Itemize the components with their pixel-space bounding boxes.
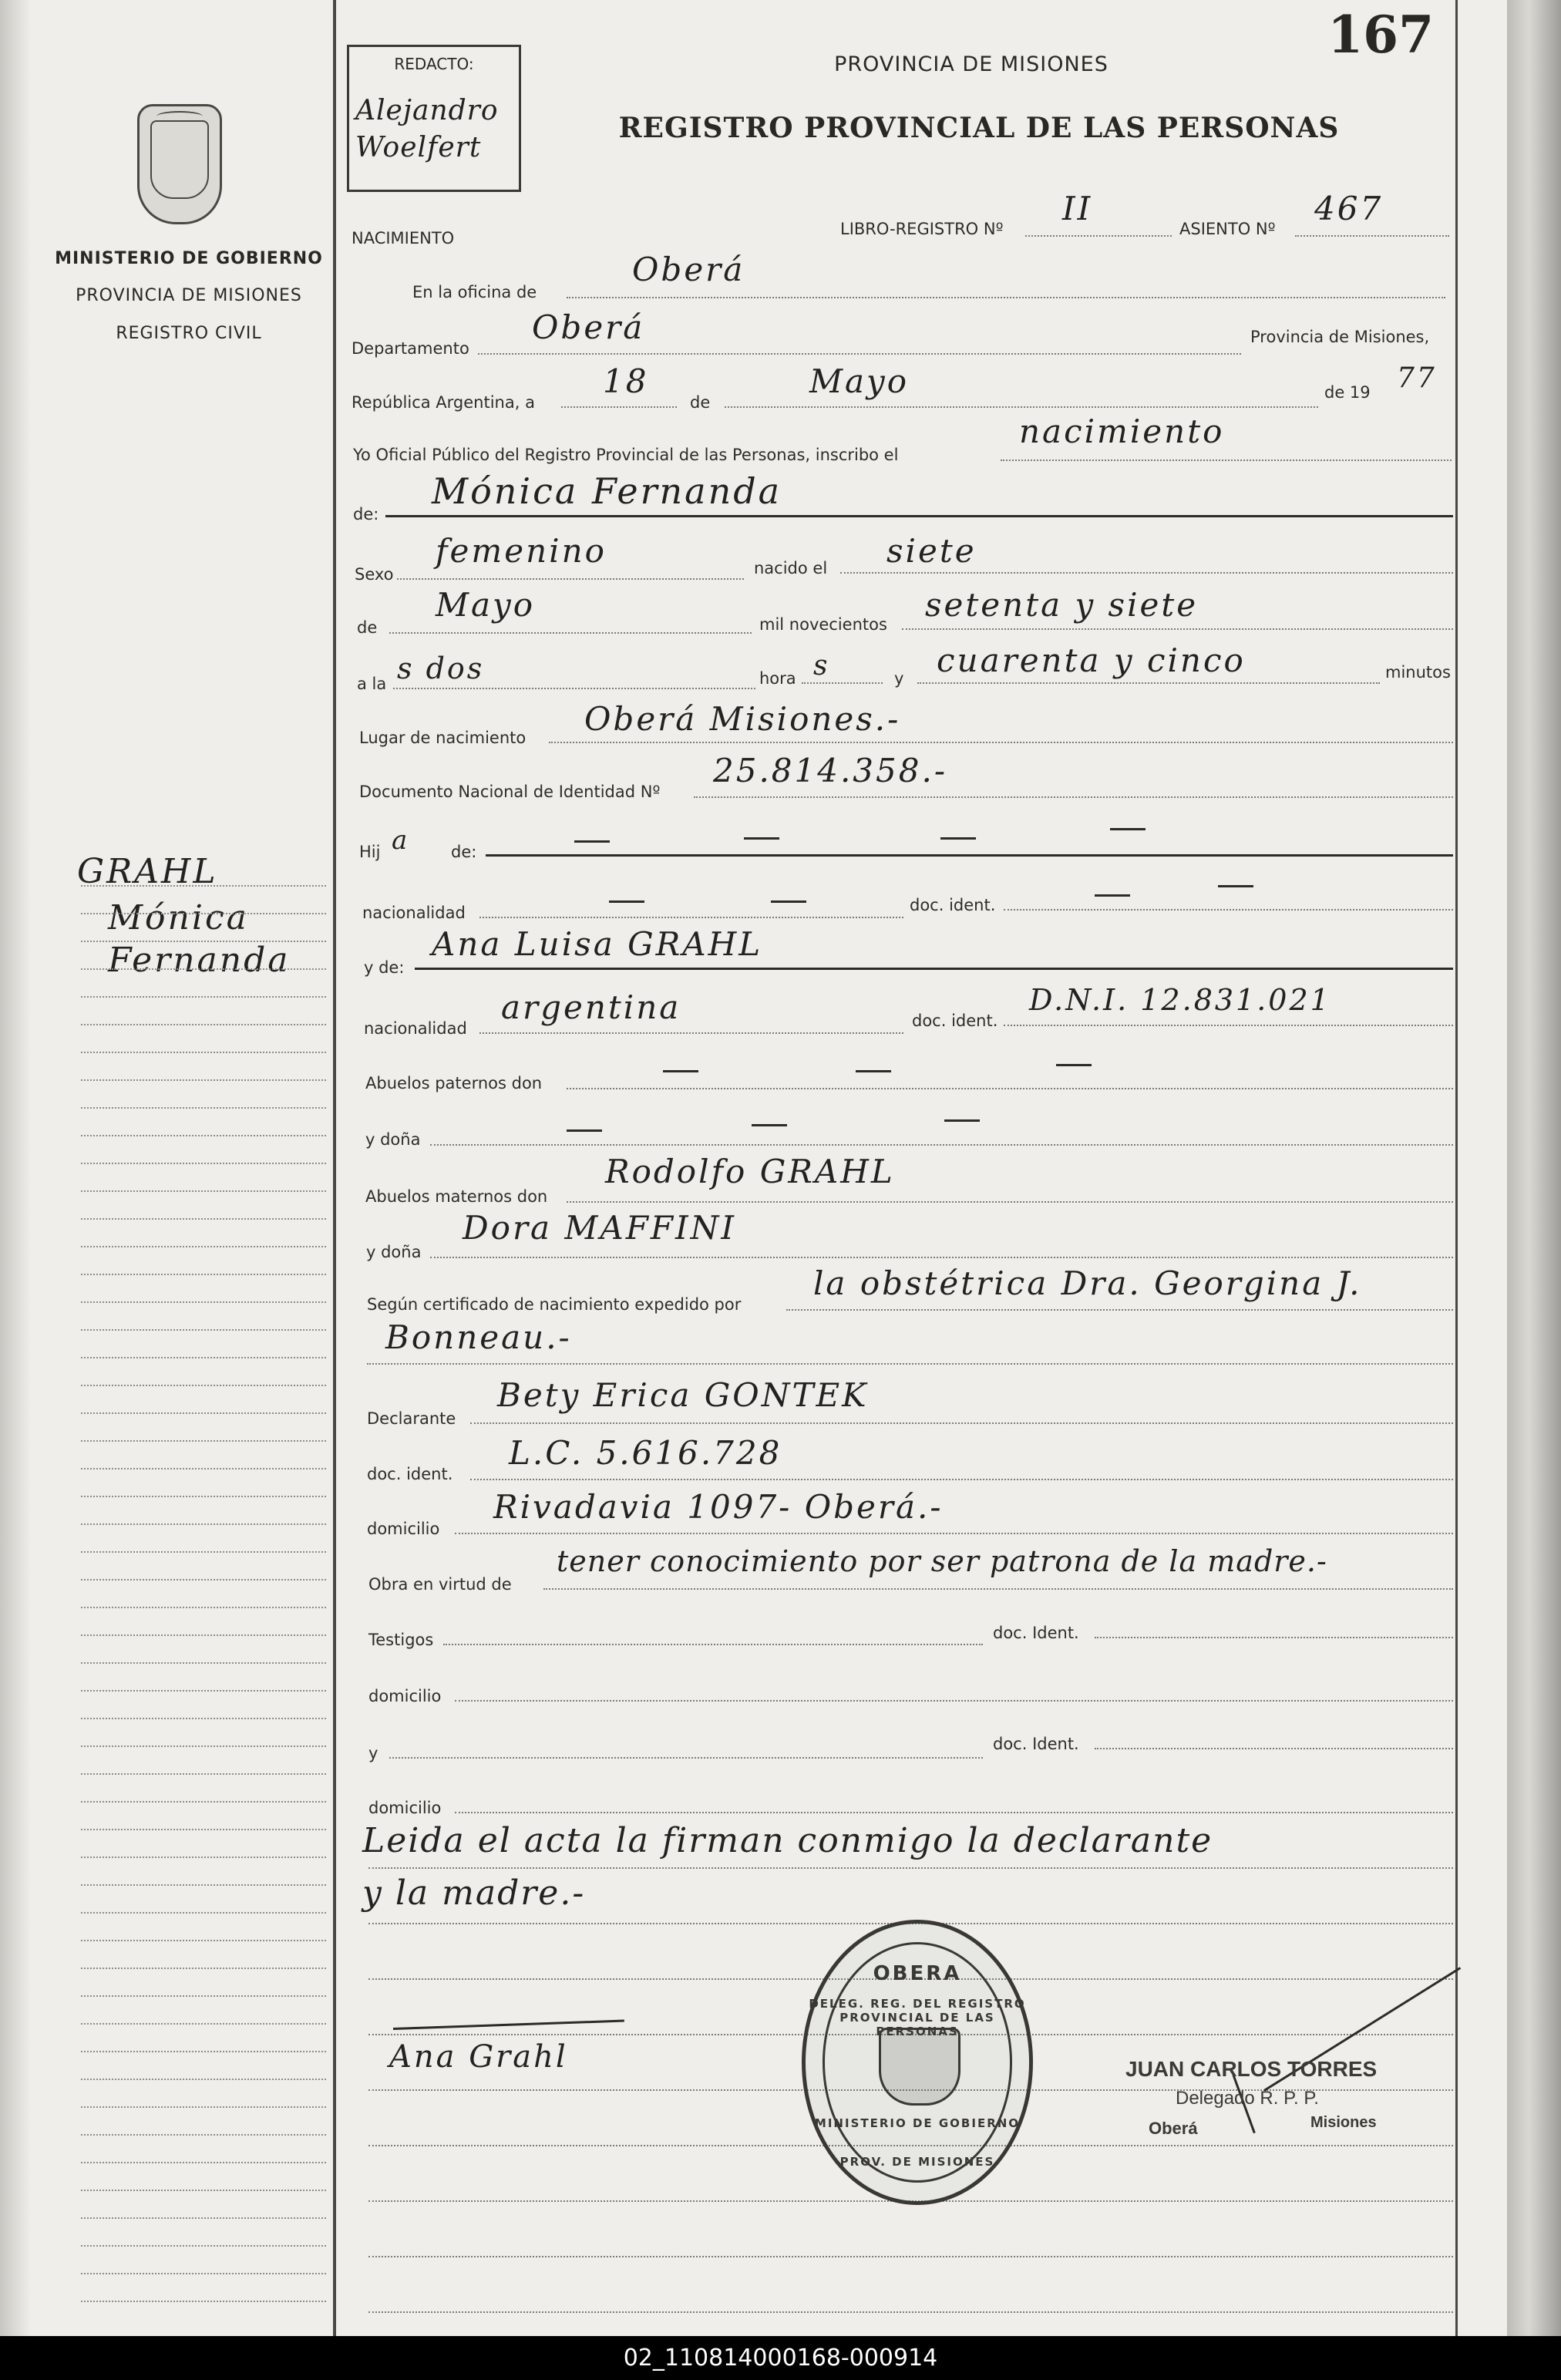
asiento-label: ASIENTO Nº: [1179, 220, 1276, 238]
nac2-label: nacionalidad: [364, 1019, 467, 1038]
margin-rule-line: [81, 1440, 326, 1442]
margin-rule-line: [81, 1052, 326, 1053]
margin-rule-line: [81, 1718, 326, 1719]
nac2-value: argentina: [501, 988, 681, 1026]
provincial-emblem-icon: [137, 104, 222, 224]
footer-code: 02_110814000168-000914: [0, 2336, 1561, 2380]
margin-rule-line: [81, 1246, 326, 1247]
domicilio3-label: domicilio: [368, 1799, 442, 1817]
minutos-label: minutos: [1385, 663, 1451, 682]
y2-label: y: [368, 1744, 378, 1762]
dni-label: Documento Nacional de Identidad Nº: [359, 783, 661, 801]
margin-rule-line: [81, 2023, 326, 2025]
mes-value: Mayo: [436, 586, 536, 624]
margin-rule-line: [81, 1079, 326, 1081]
year-value: 77: [1397, 362, 1437, 394]
margin-rule-line: [81, 2079, 326, 2080]
nacimiento-label: NACIMIENTO: [352, 229, 455, 247]
margin-rule-line: [81, 1412, 326, 1414]
seal-ring-text: DELEG. REG. DEL REGISTRO PROVINCIAL DE LAS PERSONAS: [809, 1997, 1026, 2038]
domicilio1-label: domicilio: [367, 1520, 440, 1538]
nacido-label: nacido el: [754, 559, 828, 577]
redacto-signature-line2: Woelfert: [355, 132, 482, 163]
hij-label: Hij: [359, 843, 381, 861]
hora-label: hora: [759, 669, 796, 688]
margin-rule-line: [81, 913, 326, 914]
alas-value: s dos: [397, 651, 485, 685]
margin-rule-line: [81, 2051, 326, 2052]
abuelos-pat-label: Abuelos paternos don: [365, 1074, 543, 1092]
officer-province: Misiones: [1310, 2114, 1377, 2131]
official-seal-icon: [802, 1920, 1033, 2205]
margin-rule-line: [81, 1579, 326, 1580]
binding-shadow: [0, 0, 31, 2336]
margin-rule-line: [81, 2106, 326, 2108]
docident1-label: doc. ident.: [910, 896, 996, 914]
margin-rule-line: [81, 1773, 326, 1775]
officer-city: Oberá: [1149, 2119, 1198, 2138]
blank-rule-line: [368, 2256, 1453, 2257]
margin-rule-line: [81, 1357, 326, 1358]
margin-rule-line: [81, 1968, 326, 1969]
margin-rule-line: [81, 1912, 326, 1914]
docident4-label: doc. Ident.: [993, 1624, 1079, 1642]
domicilio1-value: Rivadavia 1097- Oberá.-: [493, 1488, 944, 1526]
asiento-value: 467: [1314, 190, 1384, 227]
margin-rule-line: [81, 968, 326, 970]
margin-rule-line: [81, 1634, 326, 1636]
closing-line1: Leida el acta la firman conmigo la declarante: [362, 1821, 1213, 1860]
margin-rule-line: [81, 2134, 326, 2136]
margin-rule-line: [81, 1995, 326, 1997]
declarante-label: Declarante: [367, 1409, 456, 1428]
page-number: 167: [1327, 5, 1434, 65]
abuela-mat-value: Dora MAFFINI: [463, 1209, 736, 1247]
margin-rule-line: [81, 1218, 326, 1220]
margin-rule-line: [81, 1884, 326, 1886]
alas-label: a la: [357, 675, 387, 693]
redacto-label: REDACTO:: [394, 55, 474, 73]
margin-rule-line: [81, 2301, 326, 2302]
lugar-label: Lugar de nacimiento: [359, 729, 527, 747]
oficina-label: En la oficina de: [412, 283, 537, 301]
anio-value: setenta y siete: [925, 586, 1199, 624]
margin-rule-line: [81, 1607, 326, 1608]
margin-rule-line: [81, 996, 326, 998]
margin-note-surname: GRAHL: [77, 852, 218, 891]
seal-top-text: OBERA: [873, 1962, 962, 1985]
margin-rule-line: [81, 1274, 326, 1275]
sexo-label: Sexo: [355, 565, 394, 584]
docident5-label: doc. Ident.: [993, 1735, 1079, 1753]
hij-de-label: de:: [451, 843, 477, 861]
margin-rule-line: [81, 2190, 326, 2191]
mil-label: mil novecientos: [759, 615, 887, 634]
margin-rule-line: [81, 1857, 326, 1858]
margin-rule-line: [81, 1523, 326, 1525]
docident2-label: doc. ident.: [912, 1012, 998, 1030]
margin-rule-line: [81, 2162, 326, 2163]
ydona2-label: y doña: [366, 1243, 422, 1261]
abuelos-mat-label: Abuelos maternos don: [365, 1187, 548, 1206]
hij-value: a: [392, 825, 410, 856]
margin-rule-line: [81, 2273, 326, 2274]
inscribo-label: Yo Oficial Público del Registro Provincial de las Personas, inscribo el: [353, 446, 899, 464]
de3-label: de: [357, 618, 378, 637]
margin-rule-line: [81, 1801, 326, 1803]
domicilio2-label: domicilio: [368, 1687, 442, 1705]
ministry-registry: REGISTRO CIVIL: [116, 324, 262, 343]
y-label: y: [894, 669, 904, 688]
day-value: 18: [603, 362, 649, 400]
margin-rule-line: [81, 1745, 326, 1747]
margin-rule-line: [81, 1329, 326, 1331]
redacto-box: [347, 45, 521, 192]
docident3-value: L.C. 5.616.728: [509, 1434, 782, 1472]
book-edge: [1507, 0, 1561, 2336]
minutos-value: cuarenta y cinco: [937, 641, 1246, 679]
departamento-label: Departamento: [352, 339, 469, 358]
madre-value: Ana Luisa GRAHL: [432, 925, 763, 963]
margin-rule-line: [81, 2217, 326, 2219]
libro-value: II: [1062, 190, 1093, 227]
margin-rule-line: [81, 1385, 326, 1386]
obra-label: Obra en virtud de: [368, 1575, 512, 1594]
nacido-value: siete: [886, 532, 977, 570]
hora-value: s: [813, 650, 830, 682]
closing-line2: y la madre.-: [362, 1873, 586, 1913]
seal-inner-text: MINISTERIO DE GOBIERNO: [814, 2116, 1021, 2130]
year-prefix: de 19: [1324, 383, 1371, 402]
certificado-label: Según certificado de nacimiento expedido por: [367, 1295, 742, 1314]
margin-rule-line: [81, 1662, 326, 1664]
provincia-suffix: Provincia de Misiones,: [1250, 328, 1430, 346]
nac1-label: nacionalidad: [362, 904, 466, 922]
margin-rule-line: [81, 941, 326, 942]
header-province: PROVINCIA DE MISIONES: [834, 52, 1109, 76]
ydona1-label: y doña: [365, 1130, 421, 1149]
margin-rule-line: [81, 2245, 326, 2247]
departamento-value: Oberá: [532, 308, 645, 346]
margin-rule: [333, 0, 336, 2336]
margin-rule-line: [81, 1107, 326, 1109]
seal-bottom-text: PROV. DE MISIONES: [839, 2155, 995, 2169]
margin-rule-line: [81, 1190, 326, 1192]
officer-title: Delegado R. P. P.: [1176, 2088, 1319, 2109]
margin-rule-line: [81, 1468, 326, 1469]
abuelo-mat-value: Rodolfo GRAHL: [605, 1153, 895, 1190]
margin-rule-line: [81, 1496, 326, 1497]
docident3-label: doc. ident.: [367, 1465, 453, 1483]
margin-rule-line: [81, 1301, 326, 1303]
mother-signature: Ana Grahl: [389, 2039, 568, 2075]
lugar-value: Oberá Misiones.-: [584, 700, 901, 738]
sexo-value: femenino: [436, 532, 607, 570]
libro-label: LIBRO-REGISTRO Nº: [840, 220, 1004, 238]
yde-label: y de:: [364, 958, 405, 977]
margin-rule-line: [81, 1135, 326, 1136]
redacto-signature-line1: Alejandro: [355, 95, 499, 126]
ministry-title: MINISTERIO DE GOBIERNO: [55, 249, 323, 268]
margin-rule-line: [81, 1024, 326, 1025]
margin-rule-line: [81, 1163, 326, 1164]
certificado-value: la obstétrica Dra. Georgina J.: [813, 1264, 1362, 1302]
nombre-value: Mónica Fernanda: [432, 470, 782, 512]
margin-note-name1: Mónica: [108, 898, 249, 938]
right-rule: [1455, 0, 1458, 2336]
margin-rule-line: [81, 1690, 326, 1692]
margin-rule-line: [81, 1829, 326, 1830]
certificado-value2: Bonneau.-: [385, 1318, 572, 1356]
inscribo-value: nacimiento: [1019, 412, 1225, 450]
blank-rule-line: [368, 2311, 1453, 2313]
dni-value: 25.814.358.-: [713, 752, 948, 789]
margin-note-name2: Fernanda: [108, 941, 291, 980]
oficina-value: Oberá: [632, 251, 745, 288]
declarante-value: Bety Erica GONTEK: [497, 1376, 869, 1414]
de-label: de: [690, 393, 711, 412]
margin-rule-line: [81, 1551, 326, 1553]
obra-value: tener conocimiento por ser patrona de la madre.-: [557, 1544, 1327, 1578]
republica-label: República Argentina, a: [352, 393, 535, 412]
month-value: Mayo: [809, 362, 910, 400]
testigos-label: Testigos: [368, 1631, 434, 1649]
registry-title: REGISTRO PROVINCIAL DE LAS PERSONAS: [618, 112, 1340, 144]
margin-rule-line: [81, 885, 326, 887]
officer-name: JUAN CARLOS TORRES: [1125, 2057, 1378, 2081]
de2-label: de:: [353, 505, 379, 523]
docident2-value: D.N.I. 12.831.021: [1029, 983, 1331, 1017]
margin-rule-line: [81, 1940, 326, 1941]
ministry-province: PROVINCIA DE MISIONES: [76, 286, 302, 305]
